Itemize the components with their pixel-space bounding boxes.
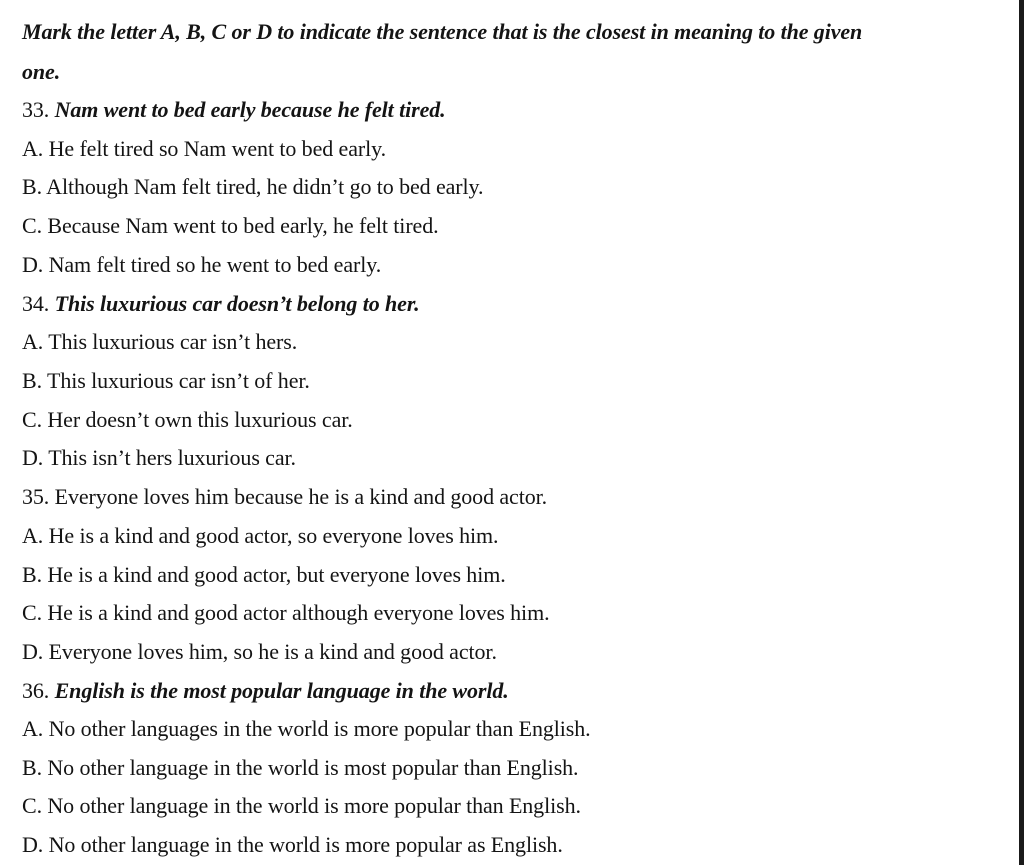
- question-35: [22, 482, 547, 512]
- question-text: Nam went to bed early because he felt tired.: [54, 97, 446, 122]
- option-33-d[interactable]: D. Nam felt tired so he went to bed early.: [22, 252, 382, 277]
- instruction-line-2: one.: [22, 59, 61, 84]
- question-number: 35.: [22, 484, 50, 509]
- option-36-b[interactable]: B. No other language in the world is most popular than English.: [22, 755, 579, 780]
- question-34: [22, 289, 420, 319]
- question-number: 34.: [22, 291, 50, 316]
- option-35-a[interactable]: A. He is a kind and good actor, so everyone loves him.: [22, 523, 499, 548]
- option-34-d[interactable]: D. This isn’t hers luxurious car.: [22, 445, 296, 470]
- option-36-a[interactable]: A. No other languages in the world is more popular than English.: [22, 716, 591, 741]
- page-right-border: [1019, 0, 1024, 865]
- option-36-d[interactable]: D. No other language in the world is more popular as English.: [22, 832, 563, 857]
- question-text: This luxurious car doesn’t belong to her.: [54, 291, 420, 316]
- option-35-b[interactable]: B. He is a kind and good actor, but everyone loves him.: [22, 562, 506, 587]
- option-34-a[interactable]: A. This luxurious car isn’t hers.: [22, 329, 298, 354]
- option-36-c[interactable]: C. No other language in the world is more popular than English.: [22, 793, 581, 818]
- question-text: English is the most popular language in the world.: [54, 678, 509, 703]
- question-text: Everyone loves him because he is a kind and good actor.: [54, 484, 548, 509]
- option-33-a[interactable]: A. He felt tired so Nam went to bed early.: [22, 136, 386, 161]
- option-35-d[interactable]: D. Everyone loves him, so he is a kind and good actor.: [22, 639, 497, 664]
- instruction-line-1: Mark the letter A, B, C or D to indicate the sentence that is the closest in meaning to the given: [22, 19, 863, 44]
- option-33-b[interactable]: B. Although Nam felt tired, he didn’t go to bed early.: [22, 174, 484, 199]
- question-number: 36.: [22, 678, 50, 703]
- option-34-c[interactable]: C. Her doesn’t own this luxurious car.: [22, 407, 353, 432]
- option-35-c[interactable]: C. He is a kind and good actor although everyone loves him.: [22, 600, 550, 625]
- question-33: [22, 95, 446, 125]
- question-36: [22, 676, 509, 706]
- option-34-b[interactable]: B. This luxurious car isn’t of her.: [22, 368, 310, 393]
- question-number: 33.: [22, 97, 50, 122]
- option-33-c[interactable]: C. Because Nam went to bed early, he felt tired.: [22, 213, 439, 238]
